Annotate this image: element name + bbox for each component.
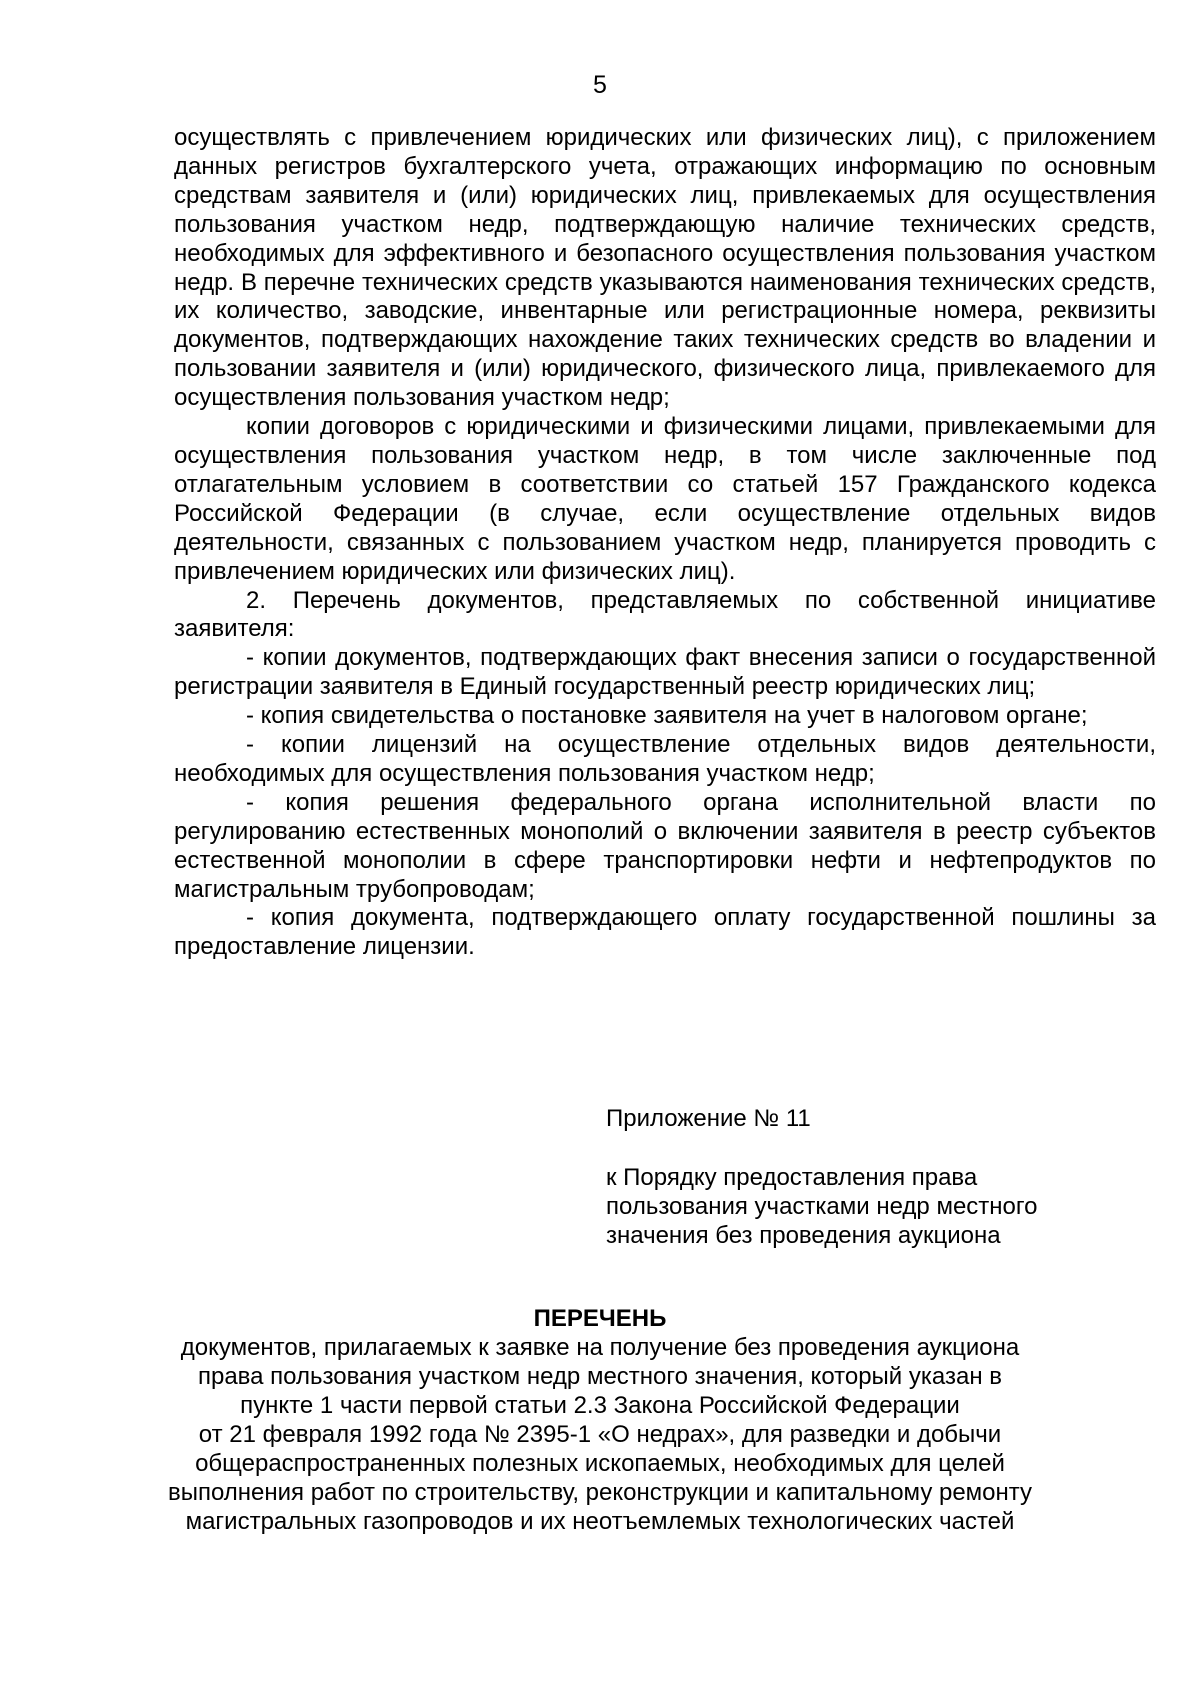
paragraph-contract-copies: копии договоров с юридическими и физическими лицами, привлекаемыми для осуществления пользования участком недр, в том числе заключенные под отлагательным условием в соответствии со статьей 157 Гражданского кодекса Российской Федерации (в случае, если осуществление отдельных видов деятельности, связанных с пользованием участком недр, планируется проводить с привлечением юридических или физических лиц). — [174, 413, 1156, 585]
appendix-title: Приложение № 11 — [606, 1105, 811, 1132]
list-subtitle-line: общераспространенных полезных ископаемых, необходимых для целей — [195, 1450, 1005, 1477]
list-item-tax-certificate: - копия свидетельства о постановке заявителя на учет в налоговом органе; — [246, 702, 1088, 730]
list-title: ПЕРЕЧЕНЬ — [533, 1305, 667, 1332]
appendix-block — [606, 1104, 1126, 1250]
appendix-reference — [606, 1163, 1126, 1250]
appendix-reference-line: пользования участками недр местного — [606, 1193, 1038, 1220]
list-subtitle-line: выполнения работ по строительству, реконструкции и капитальному ремонту — [167, 1479, 1033, 1506]
list-item-licenses: - копии лицензий на осуществление отдельных видов деятельности, необходимых для осуществления пользования участком недр; — [174, 731, 1156, 787]
list-item-monopoly-decision: - копия решения федерального органа исполнительной власти по регулированию естественных монополий о включении заявителя в реестр субъектов естественной монополии в сфере транспортировки нефти и нефтепродуктов по магистральным трубопроводам; — [174, 788, 1156, 903]
list-item-registration-copies: - копии документов, подтверждающих факт внесения записи о государственной регистрации заявителя в Единый государственный реестр юридических лиц; — [174, 644, 1156, 701]
list-subtitle-line: права пользования участком недр местного значения, который указан в — [197, 1363, 1003, 1390]
paragraph-section-2-heading: 2. Перечень документов, представляемых по собственной инициативе заявителя: — [174, 586, 1156, 643]
list-subtitle-line: от 21 февраля 1992 года № 2395-1 «О недрах», для разведки и добычи — [198, 1421, 1002, 1448]
appendix-reference-line: значения без проведения аукциона — [606, 1222, 1001, 1249]
page-number: 5 — [593, 71, 607, 99]
list-subtitle-line: магистральных газопроводов и их неотъемлемых технологических частей — [185, 1508, 1015, 1535]
document-body — [174, 124, 1156, 962]
appendix-reference-line: к Порядку предоставления права — [606, 1164, 978, 1191]
list-subtitle-line: документов, прилагаемых к заявке на получение без проведения аукциона — [180, 1334, 1020, 1361]
paragraph-technical-means: осуществлять с привлечением юридических или физических лиц), с приложением данных регистров бухгалтерского учета, отражающих информацию по основным средствам заявителя и (или) юридических лиц, привлекаемых для осуществления пользования участком недр, подтверждающую наличие технических средств, необходимых для эффективного и безопасного осуществления пользования участком недр. В перечне технических средств указываются наименования технических средств, их количество, заводские, инвентарные или регистрационные номера, реквизиты документов, подтверждающих нахождение таких технических средств во владении и пользовании заявителя и (или) юридического, физического лица, привлекаемого для осуществления пользования участком недр; — [174, 124, 1156, 412]
list-item-fee-payment: - копия документа, подтверждающего оплату государственной пошлины за предоставление лицензии. — [174, 904, 1156, 961]
list-subtitle — [150, 1333, 1050, 1536]
list-subtitle-line: пункте 1 части первой статьи 2.3 Закона Российской Федерации — [240, 1392, 960, 1419]
